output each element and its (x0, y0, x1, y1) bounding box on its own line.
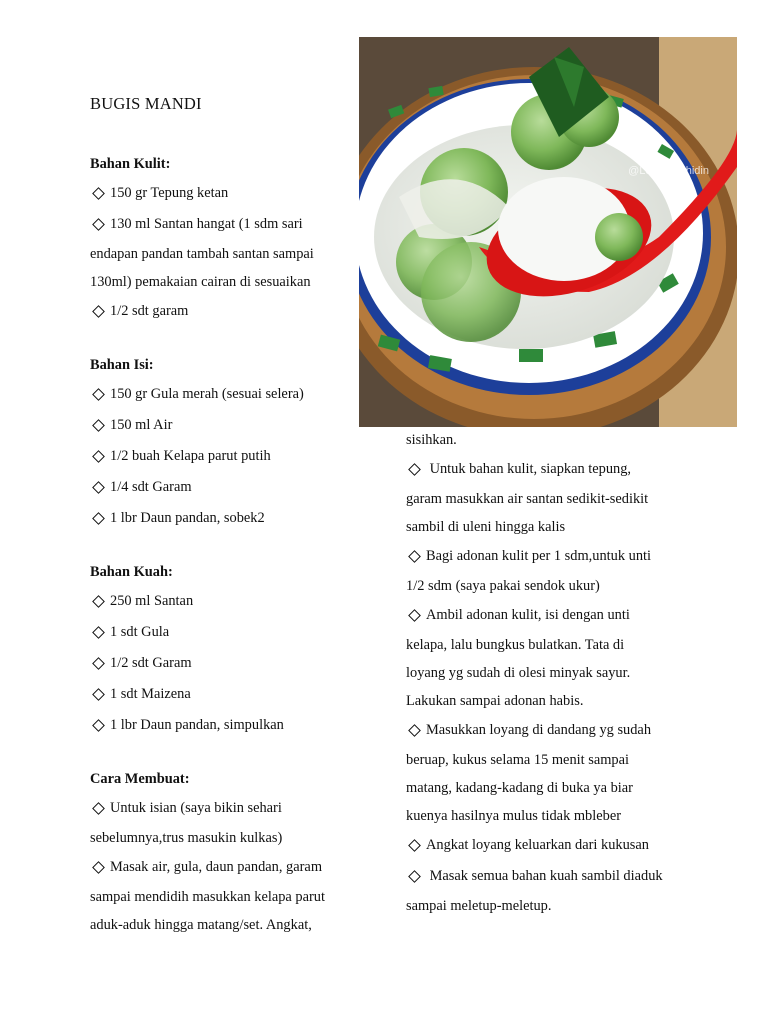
list-item-text: 1 sdt Gula (110, 624, 170, 640)
text-line: loyang yg sudah di olesi minyak sayur. (406, 665, 631, 681)
list-item-text: 1/4 sdt Garam (110, 479, 192, 495)
diamond-bullet-icon (92, 187, 105, 200)
list-item (90, 178, 352, 209)
text-line: 130ml) pemakaian cairan di sesuaikan (90, 274, 311, 290)
text-line: sampai mendidih masukkan kelapa parut (90, 889, 325, 905)
text-line: Lakukan sampai adonan habis. (406, 693, 584, 709)
text-line: sampai meletup-meletup. (406, 898, 552, 914)
list-item-text: Bagi adonan kulit per 1 sdm,untuk unti (426, 548, 652, 564)
diamond-bullet-icon (408, 463, 421, 476)
list-item (90, 793, 352, 824)
text-line: endapan pandan tambah santan sampai (90, 246, 314, 262)
list-item (406, 861, 706, 892)
diamond-bullet-icon (92, 719, 105, 732)
section-gap (90, 327, 352, 351)
section-gap (90, 741, 352, 765)
list-item-text: 150 gr Tepung ketan (110, 185, 229, 201)
list-item-text: Masak semua bahan kuah sambil diaduk (426, 868, 663, 884)
text-line: kelapa, lalu bungkus bulatkan. Tata di (406, 637, 625, 653)
list-item-text: 1 lbr Daun pandan, sobek2 (110, 510, 265, 526)
diamond-bullet-icon (92, 481, 105, 494)
list-item (90, 379, 352, 410)
list-item (406, 600, 706, 631)
list-item-text: 1 lbr Daun pandan, simpulkan (110, 717, 284, 733)
section-heading: Cara Membuat: (90, 771, 190, 787)
text-line: kuenya hasilnya mulus tidak mbleber (406, 808, 622, 824)
list-item (406, 541, 706, 572)
list-item (90, 617, 352, 648)
list-item-text: Ambil adonan kulit, isi dengan unti (426, 607, 630, 623)
diamond-bullet-icon (92, 512, 105, 525)
list-item (406, 454, 706, 485)
list-item-text: 150 gr Gula merah (sesuai selera) (110, 386, 304, 402)
dish-photo (359, 37, 737, 427)
list-item-text: Untuk bahan kulit, siapkan tepung, (426, 461, 632, 477)
text-line: sebelumnya,trus masukin kulkas) (90, 830, 283, 846)
list-item (90, 648, 352, 679)
list-item-text: 1/2 buah Kelapa parut putih (110, 448, 271, 464)
diamond-bullet-icon (92, 419, 105, 432)
text-line: sisihkan. (406, 432, 457, 448)
list-item-text: 1 sdt Maizena (110, 686, 191, 702)
list-item-text: Masukkan loyang di dandang yg sudah (426, 722, 652, 738)
list-item (90, 503, 352, 534)
photo-watermark: @LestariSahidin (628, 165, 709, 177)
section-heading: Bahan Isi: (90, 357, 154, 373)
list-item-text: 1/2 sdt garam (110, 303, 189, 319)
list-item (90, 410, 352, 441)
list-item-text: 150 ml Air (110, 417, 173, 433)
list-item (90, 441, 352, 472)
list-item (90, 296, 352, 327)
list-item (406, 830, 706, 861)
list-item (90, 710, 352, 741)
diamond-bullet-icon (92, 626, 105, 639)
diamond-bullet-icon (92, 802, 105, 815)
text-line: matang, kadang-kadang di buka ya biar (406, 780, 633, 796)
text-line: aduk-aduk hingga matang/set. Angkat, (90, 917, 312, 933)
list-item-text: Masak air, gula, daun pandan, garam (110, 859, 323, 875)
diamond-bullet-icon (408, 839, 421, 852)
diamond-bullet-icon (92, 657, 105, 670)
recipe-title: BUGIS MANDI (90, 94, 202, 113)
diamond-bullet-icon (92, 305, 105, 318)
list-item (90, 852, 352, 883)
text-line: 1/2 sdm (saya pakai sendok ukur) (406, 578, 600, 594)
diamond-bullet-icon (92, 688, 105, 701)
diamond-bullet-icon (92, 218, 105, 231)
list-item-text: 1/2 sdt Garam (110, 655, 192, 671)
text-line: sambil di uleni hingga kalis (406, 519, 566, 535)
diamond-bullet-icon (92, 595, 105, 608)
diamond-bullet-icon (408, 609, 421, 622)
diamond-bullet-icon (408, 724, 421, 737)
section-heading: Bahan Kuah: (90, 564, 173, 580)
list-item (90, 209, 352, 240)
list-item-text: 250 ml Santan (110, 593, 194, 609)
list-item (90, 472, 352, 503)
diamond-bullet-icon (408, 550, 421, 563)
list-item-text: Untuk isian (saya bikin sehari (110, 800, 282, 816)
section-gap (90, 534, 352, 558)
list-item (90, 679, 352, 710)
diamond-bullet-icon (92, 388, 105, 401)
right-column (406, 426, 706, 920)
list-item (90, 586, 352, 617)
text-line: garam masukkan air santan sedikit-sedikit (406, 491, 649, 507)
list-item (406, 715, 706, 746)
diamond-bullet-icon (92, 450, 105, 463)
text-line: beruap, kukus selama 15 menit sampai (406, 752, 629, 768)
left-column (90, 150, 352, 939)
list-item-text: Angkat loyang keluarkan dari kukusan (426, 837, 649, 853)
diamond-bullet-icon (408, 870, 421, 883)
list-item-text: 130 ml Santan hangat (1 sdm sari (110, 216, 303, 232)
section-heading: Bahan Kulit: (90, 156, 171, 172)
diamond-bullet-icon (92, 861, 105, 874)
